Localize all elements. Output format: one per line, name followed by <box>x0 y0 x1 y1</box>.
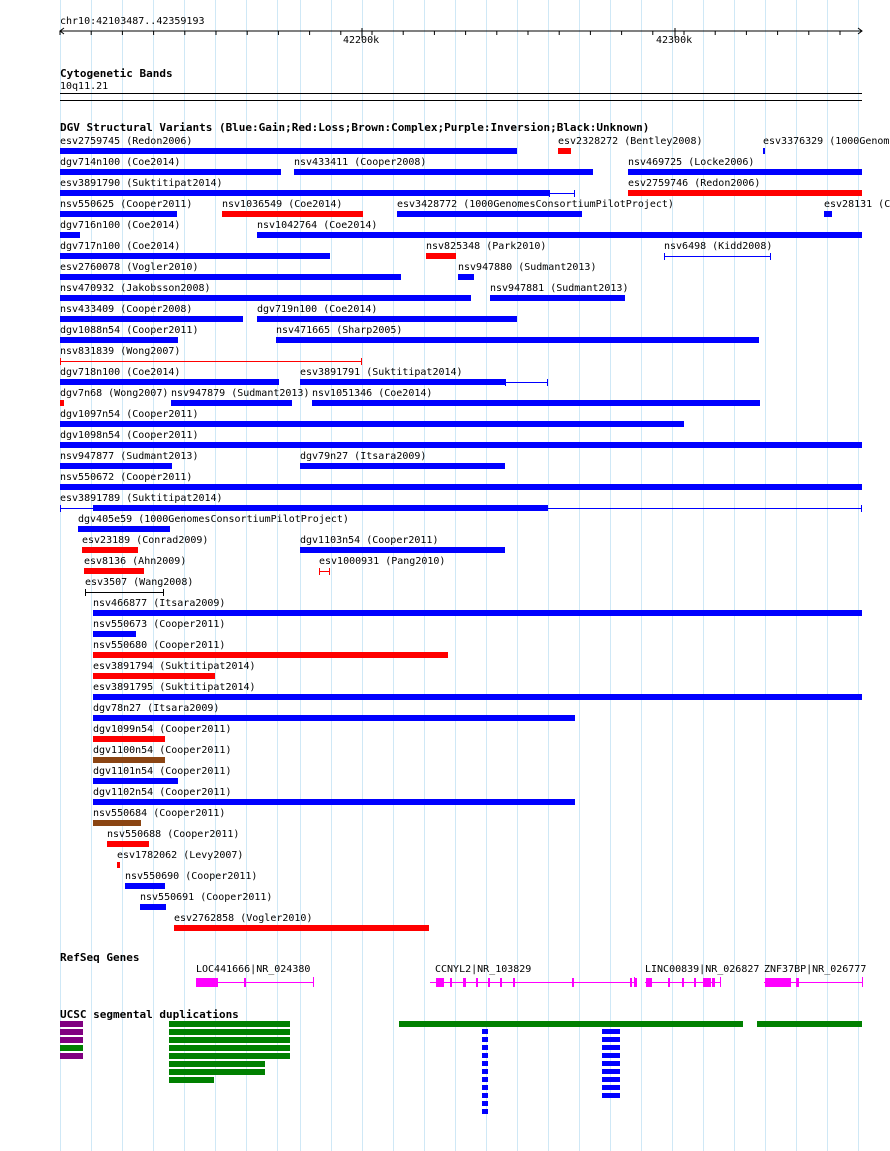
segdup-block[interactable] <box>602 1093 620 1098</box>
variant-label: dgv1100n54 (Cooper2011) <box>93 745 232 756</box>
cytoband-line-top <box>60 93 862 94</box>
variant-label: nsv947881 (Sudmant2013) <box>490 283 629 294</box>
variant-label: nsv550688 (Cooper2011) <box>107 829 240 840</box>
segdup-block[interactable] <box>169 1077 214 1083</box>
variant-label: nsv550684 (Cooper2011) <box>93 808 226 819</box>
variant-feature[interactable] <box>60 421 684 427</box>
variant-feature[interactable] <box>174 925 429 931</box>
variant-label: esv3891789 (Suktitipat2014) <box>60 493 223 504</box>
variant-feature[interactable] <box>82 547 138 553</box>
gene-exon[interactable] <box>196 978 218 987</box>
variant-feature[interactable] <box>93 799 575 805</box>
variant-label: dgv1102n54 (Cooper2011) <box>93 787 232 798</box>
variant-label: esv2760078 (Vogler2010) <box>60 262 199 273</box>
variant-feature[interactable] <box>60 274 401 280</box>
variant-label: dgv7n68 (Wong2007) <box>60 388 169 399</box>
variant-feature[interactable] <box>84 568 144 574</box>
variant-label: nsv550673 (Cooper2011) <box>93 619 226 630</box>
variant-label: nsv1042764 (Coe2014) <box>257 220 378 231</box>
variant-label: esv3891794 (Suktitipat2014) <box>93 661 256 672</box>
variant-end-tick <box>319 568 320 575</box>
variant-label: dgv1099n54 (Cooper2011) <box>93 724 232 735</box>
gene-intron-line[interactable] <box>430 982 634 983</box>
gene-exon[interactable] <box>572 978 574 987</box>
variant-feature[interactable] <box>93 631 136 637</box>
segdup-block[interactable] <box>482 1085 488 1090</box>
variant-feature[interactable] <box>628 190 862 196</box>
variant-feature[interactable] <box>117 862 120 868</box>
segdup-block[interactable] <box>757 1021 862 1027</box>
variant-feature[interactable] <box>664 256 771 257</box>
variant-label: nsv947879 (Sudmant2013) <box>171 388 310 399</box>
variant-label: esv3891790 (Suktitipat2014) <box>60 178 223 189</box>
ruler-label-42300k: 42300k <box>656 35 693 46</box>
variant-end-tick <box>664 253 665 260</box>
variant-label: nsv550690 (Cooper2011) <box>125 871 258 882</box>
gene-label: LINC00839|NR_026827 <box>645 964 760 975</box>
segdup-block[interactable] <box>482 1053 488 1058</box>
ruler-label-42200k: 42200k <box>343 35 380 46</box>
variant-feature[interactable] <box>93 778 178 784</box>
variant-label: dgv1103n54 (Cooper2011) <box>300 535 439 546</box>
gene-exon[interactable] <box>682 978 684 987</box>
variant-feature[interactable] <box>93 652 448 658</box>
gene-label: ZNF37BP|NR_026777 <box>764 964 867 975</box>
variant-label: nsv550672 (Cooper2011) <box>60 472 193 483</box>
variant-feature[interactable] <box>60 190 549 196</box>
segdup-block[interactable] <box>399 1021 743 1027</box>
variant-label: nsv947880 (Sudmant2013) <box>458 262 597 273</box>
segdup-block[interactable] <box>169 1053 290 1059</box>
variant-feature[interactable] <box>60 337 178 343</box>
variant-feature[interactable] <box>60 484 862 490</box>
segdup-block[interactable] <box>60 1029 83 1035</box>
gene-exon[interactable] <box>500 978 502 987</box>
variant-label: dgv1101n54 (Cooper2011) <box>93 766 232 777</box>
variant-feature[interactable] <box>93 505 548 511</box>
variant-feature[interactable] <box>93 736 165 742</box>
variant-feature[interactable] <box>397 211 582 217</box>
variant-label: dgv405e59 (1000GenomesConsortiumPilotProject) <box>78 514 349 525</box>
segdup-block[interactable] <box>602 1029 620 1034</box>
cytoband-line-bottom <box>60 100 862 101</box>
cytoband-label: 10q11.21 <box>60 81 109 92</box>
gene-end-tick <box>313 977 314 987</box>
variant-label: nsv471665 (Sharp2005) <box>276 325 403 336</box>
variant-feature[interactable] <box>93 673 215 679</box>
variant-label: esv3891791 (Suktitipat2014) <box>300 367 463 378</box>
variant-feature[interactable] <box>294 169 593 175</box>
gene-exon[interactable] <box>476 978 478 987</box>
gene-label: CCNYL2|NR_103829 <box>435 964 532 975</box>
variant-label: dgv714n100 (Coe2014) <box>60 157 181 168</box>
variant-feature[interactable] <box>458 274 474 280</box>
variant-label: nsv550680 (Cooper2011) <box>93 640 226 651</box>
variant-label: nsv1036549 (Coe2014) <box>222 199 343 210</box>
track-title-dgv: DGV Structural Variants (Blue:Gain;Red:Loss;Brown:Complex;Purple:Inversion;Black:Unknown) <box>60 121 650 134</box>
segdup-block[interactable] <box>169 1029 290 1035</box>
gene-exon[interactable] <box>450 978 452 987</box>
variant-label: esv23189 (Conrad2009) <box>82 535 209 546</box>
variant-end-tick <box>85 589 86 596</box>
variant-feature[interactable] <box>426 253 456 259</box>
variant-feature[interactable] <box>78 526 170 532</box>
variant-label: esv2328272 (Bentley2008) <box>558 136 703 147</box>
segdup-block[interactable] <box>482 1061 488 1066</box>
variant-feature[interactable] <box>93 757 165 763</box>
variant-feature[interactable] <box>763 148 765 154</box>
variant-feature[interactable] <box>60 316 243 322</box>
variant-feature[interactable] <box>171 400 292 406</box>
variant-feature[interactable] <box>125 883 165 889</box>
variant-feature[interactable] <box>222 211 363 217</box>
segdup-block[interactable] <box>482 1077 488 1082</box>
segdup-block[interactable] <box>482 1101 488 1106</box>
gene-exon[interactable] <box>630 978 632 987</box>
segdup-block[interactable] <box>60 1053 83 1059</box>
variant-feature[interactable] <box>93 820 141 826</box>
variant-label: esv2759746 (Redon2006) <box>628 178 761 189</box>
variant-feature[interactable] <box>824 211 832 217</box>
variant-label: esv1782062 (Levy2007) <box>117 850 244 861</box>
gene-end-tick <box>862 977 863 987</box>
variant-label: esv3428772 (1000GenomesConsortiumPilotProject) <box>397 199 674 210</box>
variant-feature[interactable] <box>300 463 505 469</box>
variant-label: nsv831839 (Wong2007) <box>60 346 181 357</box>
segdup-block[interactable] <box>602 1077 620 1082</box>
variant-end-tick <box>60 505 61 512</box>
segdup-block[interactable] <box>60 1021 83 1027</box>
variant-label: dgv78n27 (Itsara2009) <box>93 703 220 714</box>
variant-feature[interactable] <box>107 841 149 847</box>
variant-feature[interactable] <box>60 463 172 469</box>
variant-feature[interactable] <box>257 316 517 322</box>
variant-label: nsv550691 (Cooper2011) <box>140 892 273 903</box>
track-title-segdups: UCSC segmental duplications <box>60 1008 239 1021</box>
variant-label: nsv433411 (Cooper2008) <box>294 157 427 168</box>
variant-label: nsv469725 (Locke2006) <box>628 157 755 168</box>
segdup-block[interactable] <box>169 1037 290 1043</box>
variant-label: dgv718n100 (Coe2014) <box>60 367 181 378</box>
variant-feature[interactable] <box>60 295 471 301</box>
variant-feature[interactable] <box>60 211 177 217</box>
variant-feature[interactable] <box>60 379 279 385</box>
variant-label: nsv1051346 (Coe2014) <box>312 388 433 399</box>
variant-label: nsv470932 (Jakobsson2008) <box>60 283 211 294</box>
variant-end-tick <box>574 190 575 197</box>
variant-label: esv2762858 (Vogler2010) <box>174 913 313 924</box>
gene-exon[interactable] <box>668 978 670 987</box>
variant-feature[interactable] <box>300 547 505 553</box>
variant-label: nsv466877 (Itsara2009) <box>93 598 226 609</box>
variant-feature[interactable] <box>257 232 862 238</box>
variant-label: nsv6498 (Kidd2008) <box>664 241 773 252</box>
segdup-block[interactable] <box>482 1037 488 1042</box>
variant-end-tick <box>770 253 771 260</box>
variant-feature[interactable] <box>85 592 164 593</box>
segdup-block[interactable] <box>602 1061 620 1066</box>
variant-feature[interactable] <box>60 232 80 238</box>
variant-end-tick <box>163 589 164 596</box>
variant-end-tick <box>361 358 362 365</box>
variant-label: esv3376329 (1000Genom <box>763 136 890 147</box>
segdup-block[interactable] <box>482 1069 488 1074</box>
variant-feature[interactable] <box>60 148 517 154</box>
variant-label: nsv947877 (Sudmant2013) <box>60 451 199 462</box>
segdup-block[interactable] <box>60 1037 83 1043</box>
segdup-block[interactable] <box>602 1037 620 1042</box>
variant-label: dgv716n100 (Coe2014) <box>60 220 181 231</box>
variant-label: nsv825348 (Park2010) <box>426 241 547 252</box>
variant-feature[interactable] <box>60 169 281 175</box>
gene-exon[interactable] <box>513 978 515 987</box>
variant-end-tick <box>547 379 548 386</box>
segdup-block[interactable] <box>169 1021 290 1027</box>
gene-exon[interactable] <box>712 978 715 987</box>
variant-feature[interactable] <box>558 148 571 154</box>
variant-label: dgv79n27 (Itsara2009) <box>300 451 427 462</box>
coordinate-ruler[interactable] <box>0 26 890 48</box>
variant-label: dgv717n100 (Coe2014) <box>60 241 181 252</box>
variant-label: esv28131 (C <box>824 199 890 210</box>
gene-exon[interactable] <box>244 978 246 987</box>
segdup-block[interactable] <box>602 1045 620 1050</box>
variant-end-tick <box>549 190 550 197</box>
variant-feature[interactable] <box>93 715 575 721</box>
variant-label: dgv1098n54 (Cooper2011) <box>60 430 199 441</box>
variant-label: esv1000931 (Pang2010) <box>319 556 446 567</box>
gene-end-tick <box>634 977 635 987</box>
gene-exon[interactable] <box>488 978 490 987</box>
variant-feature[interactable] <box>300 379 505 385</box>
gene-exon[interactable] <box>703 978 711 987</box>
variant-feature[interactable] <box>276 337 759 343</box>
segdup-block[interactable] <box>602 1053 620 1058</box>
variant-extension-line <box>505 382 548 383</box>
variant-label: nsv433409 (Cooper2008) <box>60 304 193 315</box>
segdup-block[interactable] <box>482 1029 488 1034</box>
variant-label: esv3891795 (Suktitipat2014) <box>93 682 256 693</box>
variant-end-tick <box>505 379 506 386</box>
gene-exon[interactable] <box>463 978 466 987</box>
gene-exon[interactable] <box>796 978 799 987</box>
variant-end-tick <box>60 358 61 365</box>
variant-feature[interactable] <box>140 904 166 910</box>
variant-feature[interactable] <box>60 361 362 362</box>
segdup-block[interactable] <box>482 1109 488 1114</box>
variant-feature[interactable] <box>312 400 760 406</box>
segdup-block[interactable] <box>60 1045 83 1051</box>
gene-exon[interactable] <box>646 978 652 987</box>
gene-end-tick <box>720 977 721 987</box>
variant-feature[interactable] <box>93 610 862 616</box>
track-title-cytoband: Cytogenetic Bands <box>60 67 173 80</box>
variant-label: esv3507 (Wang2008) <box>85 577 194 588</box>
variant-label: nsv550625 (Cooper2011) <box>60 199 193 210</box>
variant-label: esv8136 (Ahn2009) <box>84 556 187 567</box>
gene-label: LOC441666|NR_024380 <box>196 964 311 975</box>
variant-feature[interactable] <box>490 295 625 301</box>
chromosome-position-label: chr10:42103487..42359193 <box>60 16 205 27</box>
variant-label: dgv1097n54 (Cooper2011) <box>60 409 199 420</box>
variant-end-tick <box>329 568 330 575</box>
variant-extension-line <box>549 193 575 194</box>
variant-label: esv2759745 (Redon2006) <box>60 136 193 147</box>
segdup-block[interactable] <box>169 1061 265 1067</box>
variant-feature[interactable] <box>60 400 64 406</box>
gene-exon[interactable] <box>765 978 791 987</box>
variant-label: dgv719n100 (Coe2014) <box>257 304 378 315</box>
variant-feature[interactable] <box>60 253 330 259</box>
segdup-block[interactable] <box>602 1069 620 1074</box>
variant-feature[interactable] <box>628 169 862 175</box>
variant-end-tick <box>861 505 862 512</box>
track-title-refseq: RefSeq Genes <box>60 951 140 964</box>
segdup-block[interactable] <box>169 1069 265 1075</box>
variant-feature[interactable] <box>93 694 862 700</box>
segdup-block[interactable] <box>482 1093 488 1098</box>
segdup-block[interactable] <box>602 1085 620 1090</box>
variant-feature[interactable] <box>60 442 862 448</box>
variant-label: dgv1088n54 (Cooper2011) <box>60 325 199 336</box>
gene-exon[interactable] <box>694 978 696 987</box>
segdup-block[interactable] <box>169 1045 290 1051</box>
grid-line <box>610 0 611 1151</box>
gene-exon[interactable] <box>436 978 444 987</box>
segdup-block[interactable] <box>482 1045 488 1050</box>
